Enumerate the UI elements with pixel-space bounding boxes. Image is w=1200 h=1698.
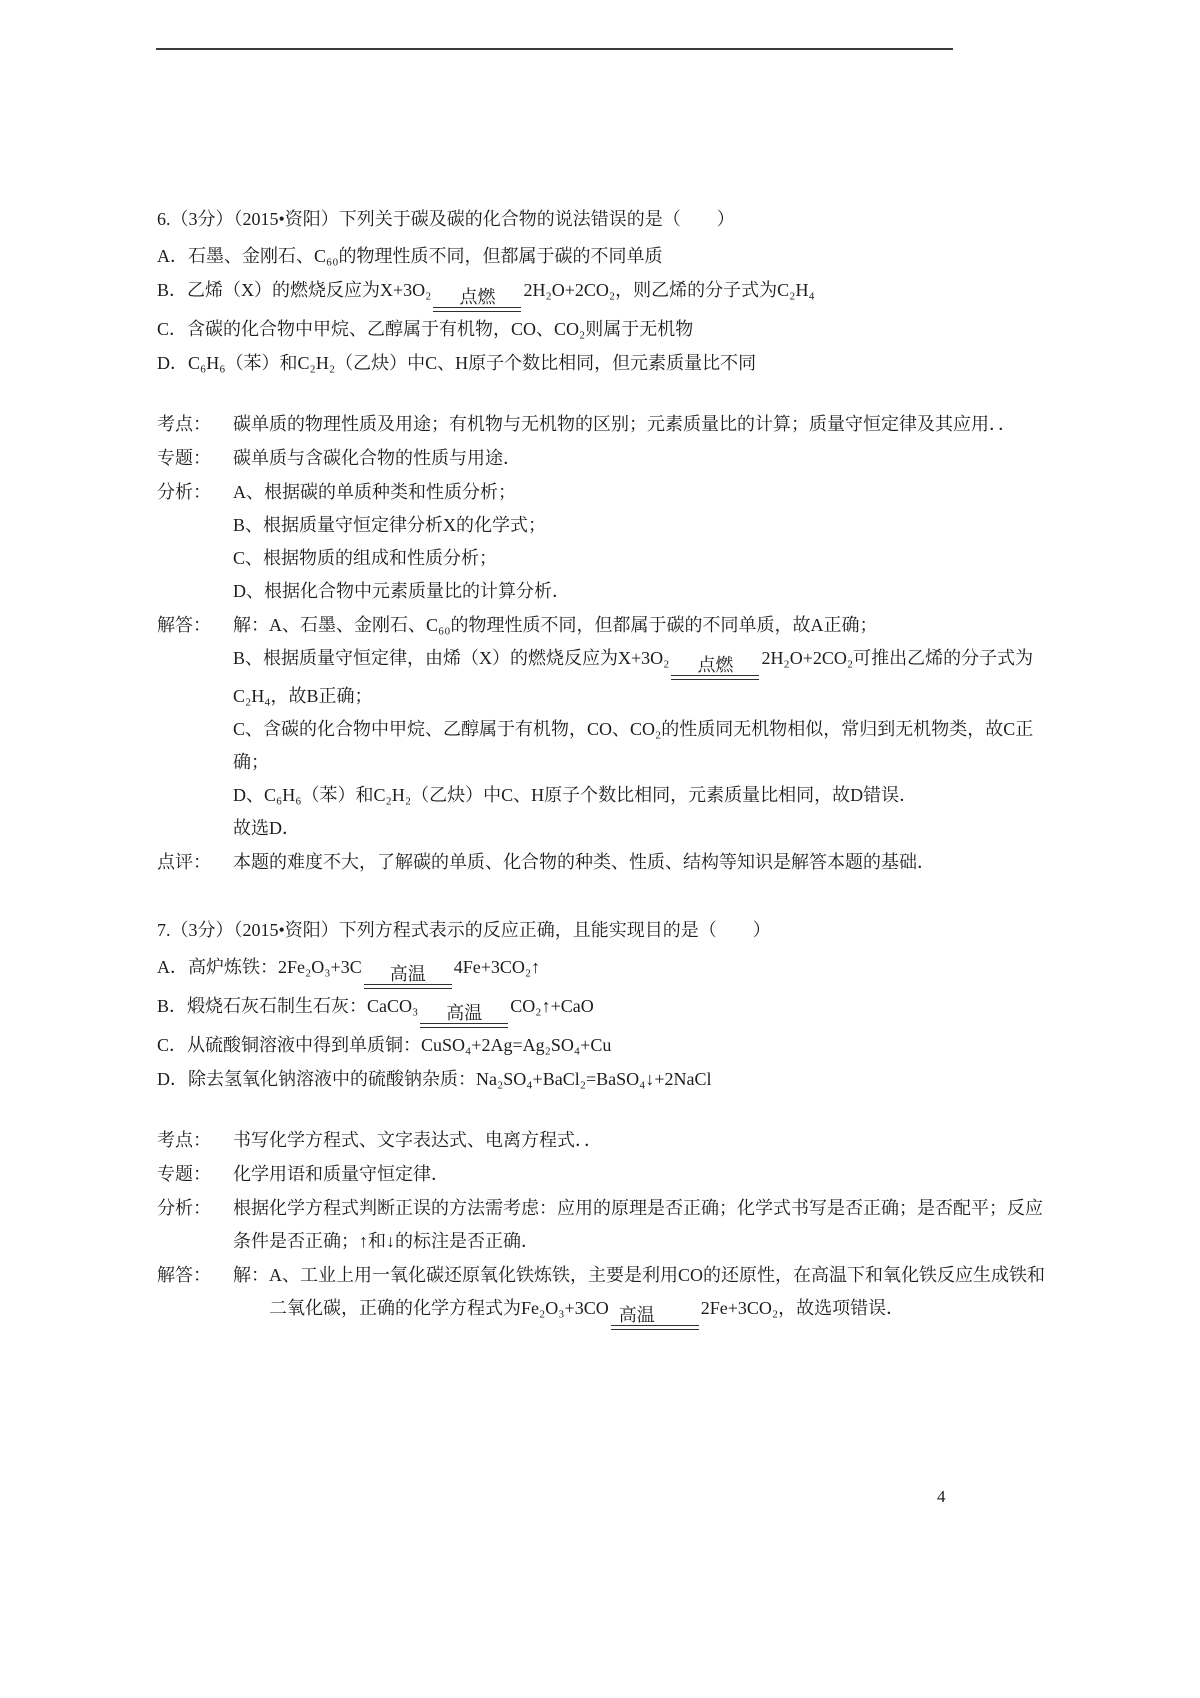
answer-line: 解：A、石墨、金刚石、C₆₀的物理性质不同，但都属于碳的不同单质，故A正确； [233,615,878,635]
reaction-condition-equals [420,1003,508,1028]
section-body [233,1192,1045,1258]
question-6-title: 6.（3分）（2015•资阳）下列关于碳及碳的化合物的说法错误的是（ ） [157,209,735,229]
q6-option-b [157,274,1045,312]
section-label: 分析： [157,482,211,502]
section-body [233,476,1045,608]
spacer [157,1097,1045,1123]
q7-section-jieda [157,1259,1045,1330]
equation-right: 2Fe+3CO₂，故选项错误． [700,1298,905,1318]
reaction-condition-equals [364,964,452,989]
q6-section-fenxi [157,476,1045,608]
q6-section-dianping [157,846,1045,879]
header-rule [156,48,953,50]
option-text [188,951,1045,989]
option-text [187,274,1045,312]
q6-option-a [157,240,1045,273]
section-text: 碳单质与含碳化合物的性质与用途． [233,448,521,468]
q7-option-d [157,1063,1045,1096]
option-label: A． [157,246,188,266]
condition-bar [364,984,452,989]
option-text: 除去氢氧化钠溶液中的硫酸钠杂质：Na₂SO₄+BaCl₂=BaSO₄↓+2NaCl [188,1069,712,1089]
equation-left: 乙烯（X）的燃烧反应为X+3O₂ [187,280,432,300]
q7-option-c [157,1029,1045,1062]
q7-option-b [157,990,1045,1028]
analysis-line: A、根据碳的单质种类和性质分析； [233,482,516,502]
section-body [233,1124,1045,1157]
question-6 [157,203,1045,879]
section-label: 专题： [157,448,211,468]
section-text: 碳单质的物理性质及用途；有机物与无机物的区别；元素质量比的计算；质量守恒定律及其应用．． [233,414,1016,434]
option-label: C． [157,1035,188,1055]
section-text: 根据化学方程式判断正误的方法需考虑：应用的原理是否正确；化学式书写是否正确；是否配平；反应条件是否正确；↑和↓的标注是否正确． [233,1198,1043,1251]
q6-section-kaodian [157,408,1045,441]
section-body [233,1259,1045,1330]
q6-option-d [157,347,1045,380]
q7-section-fenxi [157,1192,1045,1258]
analysis-line: B、根据质量守恒定律分析X的化学式； [233,515,547,535]
equation-left: 煅烧石灰石制生石灰：CaCO₃ [187,996,419,1016]
analysis-line: C、根据物质的组成和性质分析； [233,548,498,568]
section-text: 本题的难度不大，了解碳的单质、化合物的种类、性质、结构等知识是解答本题的基础． [233,852,935,872]
section-body [233,442,1045,475]
section-label: 解答： [157,1265,211,1285]
q7-section-kaodian [157,1124,1045,1157]
answer-line: 故选D． [233,818,300,838]
reaction-condition-equals [671,655,759,680]
section-label: 解答： [157,615,211,635]
option-label: B． [157,996,188,1016]
section-body [233,408,1045,441]
option-text: 石墨、金刚石、C₆₀的物理性质不同，但都属于碳的不同单质 [188,246,663,266]
spacer [157,880,1045,914]
option-text [187,990,1045,1028]
option-label: D． [157,353,188,373]
option-label: B． [157,280,188,300]
reaction-condition-equals [611,1305,699,1330]
q6-section-jieda [157,609,1045,845]
equation-left: 高炉炼铁：2Fe₂O₃+3C [188,957,362,977]
condition-bar [671,675,759,680]
condition-text: 高温 [389,964,426,984]
reaction-condition-equals [433,287,521,312]
equation-right: 2H₂O+2CO₂，则乙烯的分子式为C₂H₄ [523,280,815,300]
question-7 [157,914,1045,1330]
condition-text: 点燃 [697,655,734,675]
condition-bar [433,307,521,312]
q7-option-a [157,951,1045,989]
equation-right: CO₂↑+CaO [510,996,594,1016]
option-text: C₆H₆（苯）和C₂H₂（乙炔）中C、H原子个数比相同，但元素质量比不同 [188,353,757,373]
section-text: 书写化学方程式、文字表达式、电离方程式．． [233,1130,602,1150]
q6-option-c [157,313,1045,346]
page-content [157,203,1045,1331]
spacer [157,381,1045,407]
condition-bar [611,1325,699,1330]
section-label: 考点： [157,414,211,434]
equation-right: 4Fe+3CO₂↑ [453,957,541,977]
question-7-title: 7.（3分）（2015•资阳）下列方程式表示的反应正确，且能实现目的是（ ） [157,920,771,940]
equation-left: 解：A、工业上用一氧化碳还原氧化铁炼铁，主要是利用CO的还原性，在高温下和氧化铁反应生成铁和二氧化碳，正确的化学方程式为Fe₂O₃+3CO [233,1265,1045,1318]
section-text: 化学用语和质量守恒定律． [233,1164,449,1184]
section-label: 点评： [157,852,211,872]
answer-line: C、含碳的化合物中甲烷、乙醇属于有机物，CO、CO₂的性质同无机物相似，常归到无机物类，故C正确； [233,719,1034,772]
answer-line [233,1259,1045,1330]
answer-line [233,642,1045,713]
section-label: 专题： [157,1164,211,1184]
section-label: 分析： [157,1198,211,1218]
q7-section-zhuanti [157,1158,1045,1191]
condition-text: 点燃 [459,287,496,307]
equation-left: B、根据质量守恒定律，由烯（X）的燃烧反应为X+3O₂ [233,648,670,668]
equation-right: 2H₂O+2CO₂可推出乙烯的分子式为C₂H₄，故B正确； [233,648,1034,706]
condition-bar [420,1023,508,1028]
analysis-line: D、根据化合物中元素质量比的计算分析． [233,581,570,601]
section-body [233,846,1045,879]
section-body [233,609,1045,845]
condition-text: 高温 [618,1305,655,1325]
option-text: 从硫酸铜溶液中得到单质铜：CuSO₄+2Ag=Ag₂SO₄+Cu [187,1035,612,1055]
answer-line: D、C₆H₆（苯）和C₂H₂（乙炔）中C、H原子个数比相同，元素质量比相同，故D错误． [233,785,918,805]
option-label: D． [157,1069,188,1089]
option-label: C． [157,319,188,339]
section-body [233,1158,1045,1191]
section-label: 考点： [157,1130,211,1150]
option-label: A． [157,957,188,977]
option-text: 含碳的化合物中甲烷、乙醇属于有机物，CO、CO₂则属于无机物 [187,319,694,339]
condition-text: 高温 [446,1003,483,1023]
page-number: 4 [937,1487,946,1506]
q6-section-zhuanti [157,442,1045,475]
